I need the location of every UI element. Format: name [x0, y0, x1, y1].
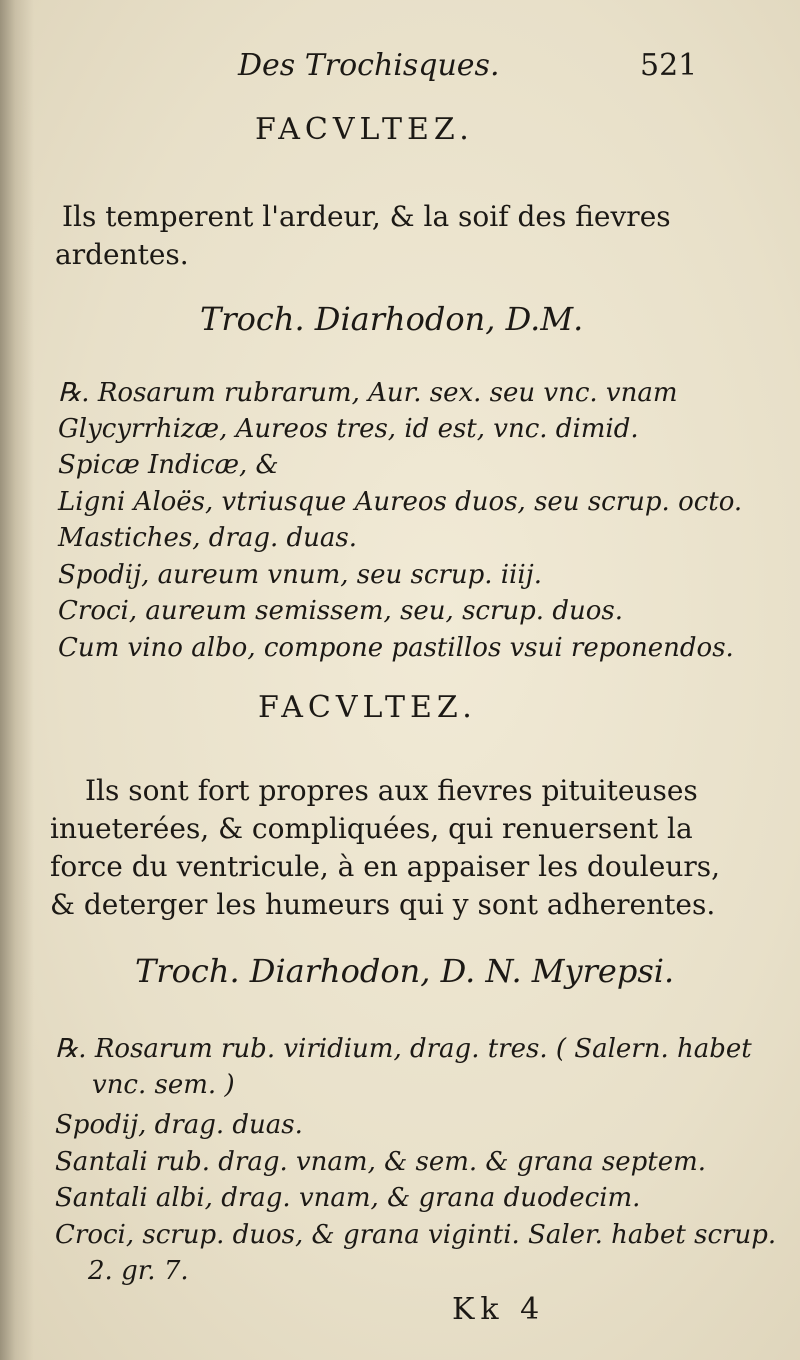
recipe-line: Spodij, aureum vnum, seu scrup. iiij.	[58, 560, 543, 590]
recipe-line: Santali albi, drag. vnam, & grana duodecim.	[55, 1183, 641, 1213]
recipe-line: vnc. sem. )	[92, 1070, 235, 1100]
body-line: force du ventricule, à en appaiser les douleurs,	[50, 850, 721, 883]
recipe-line: 2. gr. 7.	[88, 1256, 189, 1286]
section-heading: FACVLTEZ.	[255, 112, 474, 147]
section-heading: FACVLTEZ.	[258, 690, 477, 725]
body-line: ardentes.	[55, 238, 189, 271]
recipe-title: Troch. Diarhodon, D.M.	[200, 300, 584, 338]
recipe-line: Croci, scrup. duos, & grana viginti. Saler. habet scrup.	[55, 1220, 777, 1250]
signature-mark: Kk 4	[452, 1292, 546, 1327]
recipe-line: Cum vino albo, compone pastillos vsui reponendos.	[58, 633, 734, 663]
recipe-line: ℞. Rosarum rubrarum, Aur. sex. seu vnc. vnam	[58, 378, 678, 408]
recipe-line: Ligni Aloës, vtriusque Aureos duos, seu scrup. octo.	[58, 487, 743, 517]
page-number: 521	[640, 48, 698, 83]
recipe-title: Troch. Diarhodon, D. N. Myrepsi.	[135, 952, 675, 990]
recipe-line: Santali rub. drag. vnam, & sem. & grana septem.	[55, 1147, 707, 1177]
recipe-line: Glycyrrhizæ, Aureos tres, id est, vnc. dimid.	[58, 414, 639, 444]
binding-gutter	[0, 0, 34, 1360]
recipe-line: ℞. Rosarum rub. viridium, drag. tres. ( Salern. habet	[55, 1034, 752, 1064]
body-line: Ils temperent l'ardeur, & la soif des fievres	[62, 200, 671, 233]
body-line: & deterger les humeurs qui y sont adherentes.	[50, 888, 716, 921]
recipe-line: Spicæ Indicæ, &	[58, 450, 279, 480]
recipe-line: Mastiches, drag. duas.	[58, 523, 358, 553]
body-line: inueterées, & compliquées, qui renuersent la	[50, 812, 693, 845]
recipe-line: Croci, aureum semissem, seu, scrup. duos.	[58, 596, 623, 626]
recipe-line: Spodij, drag. duas.	[55, 1110, 303, 1140]
body-line: Ils sont fort propres aux fievres pituiteuses	[85, 774, 698, 807]
running-head: Des Trochisques.	[238, 48, 500, 83]
